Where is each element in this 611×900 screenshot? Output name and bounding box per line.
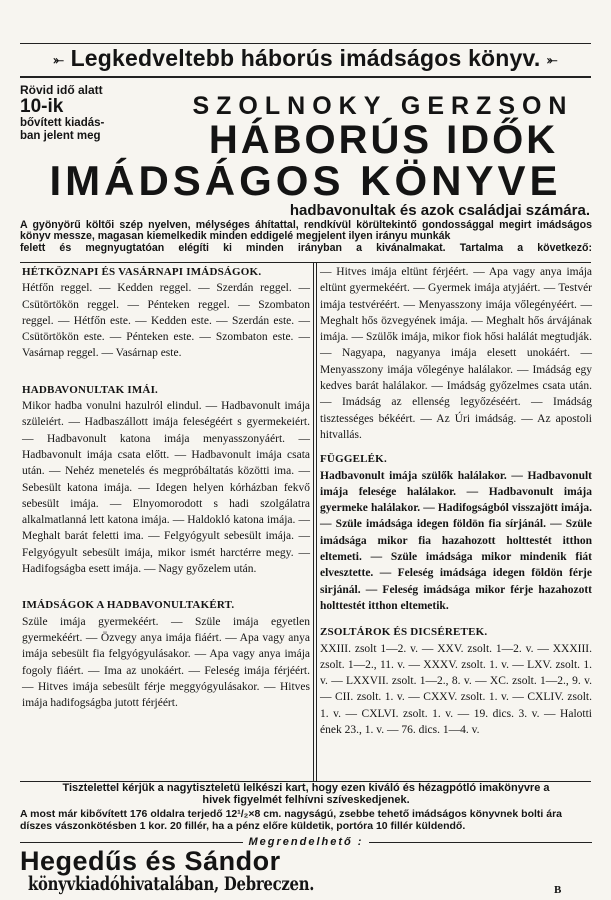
headline xyxy=(20,45,591,72)
section-text-continued: — Hitves imája eltünt férjéért. — Apa vagy anya imája eltünt gyermekéért. — Gyermek imája atyjáért. — Testvér imája testvéréért. — Menyasszony imája vőlegényéért. — Meghalt hős özvegyének imája. — Meghalt hős árvájának imája. — Szülők imája, mikor fiok hősi halálát megtudják. — Nagyapa, nagyanya imája elesett unokáért. — Menyasszony imája vőlegénye halálakor. — Imádság egy kedves barát halálakor. — Imádság győzelmes csata után. — Imádság az ellenség legyőzéséért. — Imádság tisztességes békéért. — Az Úri imádság. — Az apostoli hitvallás. xyxy=(320,266,595,441)
section-title-for-soldiers: IMÁDSÁGOK A HADBAVONULTAKÉRT. xyxy=(22,599,235,612)
author-name: SZOLNOKY GERZSON xyxy=(192,92,574,120)
column-divider-second xyxy=(316,263,317,782)
ornament-right-icon: ⤜ xyxy=(547,51,558,67)
section-text-weekday: Hétfőn reggel. — Kedden reggel. — Szerdán reggel. — Csütörtökön reggel. — Pénteken reggel. — Szombaton reggel. — Hétfőn este. — Kedden este. — Szerdán este. — Csütörtökön este. — Pénteken este. — Szombaton este. — Vasárnap reggel. — Vasárnap este. xyxy=(22,282,313,360)
book-title-line-1: HÁBORÚS IDŐK xyxy=(208,118,559,162)
edition-line-4: ban jelent meg xyxy=(20,129,101,142)
page-mark: B xyxy=(554,884,562,896)
price-notice: A most már kibővített 176 oldalra terjedő 12¹/₂×8 cm. nagyságú, zsebbe tehető imádságos könyvnek bolti ára díszes vászonkötésben 1 kor. 20 fillér, ha a pénz előre küldetik, portóra 10 fillér küldendő. xyxy=(20,808,562,833)
section-text-appendix: Hadbavonult imája szülők halálakor. — Hadbavonult imája felesége halálakor. — Hadbavonult imája gyermeke halálakor. — Hadifogságból visszajött imája. — Szüle imádsága idegen földön fia sírjánál. — Szüle imádsága mikor fia hazahozott holttestét itthon eltemeti. — Szüle imádsága mikor mindenik fiát elvesztette. — Feleség imádsága idegen földön férje sirjánál. — Feleség imádsága mikor férje hazahozott holttestét itthon eltemetik. xyxy=(320,469,595,612)
section-title-weekday: HÉTKÖZNAPI ÉS VASÁRNAPI IMÁDSÁGOK. xyxy=(22,266,262,278)
headline-text: Legkedveltebb háborús imádságos könyv. xyxy=(70,45,541,71)
section-text-psalms: XXIII. zsolt 1—2. v. — XXV. zsolt. 1—2. v. — XXXIII. zsolt. 1—2., 11. v. — XXXV. zsolt. 1. v. — LXV. zsolt. 1. v. — LXXVII. zsolt. 1—2., 8. v. — XC. zsolt. 1—2., 9. v. — CII. zsolt. 1. v. — CXXV. zsolt. 1. v. — CXLIV. zsolt. 1. v. — CXLVI. zsolt. 1. v. — 19. dics. 3. v. — Halotti ének 23., 1. v. — 76. dics. 1—4. v. xyxy=(320,642,595,737)
edition-notice xyxy=(20,84,170,142)
edition-line-3: bővített kiadás- xyxy=(20,117,105,129)
publisher xyxy=(20,848,592,894)
publisher-name: Hegedűs és Sándor xyxy=(20,846,281,876)
left-column xyxy=(22,264,313,711)
edition-number: 10-ik xyxy=(20,96,64,117)
clergy-request-line-1: Tisztelettel kérjük a nagytiszteletü lelkészi kart, hogy ezen kiváló és hézagpótló imakönyvre a xyxy=(62,782,550,794)
intro-last-line: felett és megnyugtatóan elégíti ki minden irányban a kivánalmakat. Tartalma a következő: xyxy=(20,241,592,254)
columns-top-rule xyxy=(20,262,591,263)
publisher-location: könyvkiadóhivatalában, Debreczen. xyxy=(28,873,315,895)
ornament-left-icon: ⤜ xyxy=(53,51,64,67)
clergy-request xyxy=(20,783,592,806)
intro-text: A gyönyörű költői szép nyelven, mélységes áhítattal, rendkívül körültekintő gondossággal megirt imádságos könyv messze, magasan kiemelkedik minden eddigelé megjelent ilyen irányu munkák xyxy=(20,219,592,243)
column-divider xyxy=(313,263,314,782)
section-text-for-soldiers: Szüle imája gyermekéért. — Szüle imája egyetlen gyermekéért. — Özvegy anya imája fiáért. — Apa vagy anya imája sebesült fia felgyógyulásakor. — Apa vagy anya imája fogoly fiáért. — Ima az unokáért. — Feleség imája férjéért. — Hitves imája sebesült férje meggyógyulásakor. — Hitves imája hadifogságba jutott férjéért. xyxy=(22,615,313,710)
order-label: Megrendelhető : xyxy=(243,836,370,848)
section-title-psalms: ZSOLTÁROK ÉS DICSÉRETEK. xyxy=(320,626,488,639)
right-column xyxy=(320,264,595,738)
section-title-appendix: FÜGGELÉK. xyxy=(320,453,387,466)
book-title-line-2: IMÁDSÁGOS KÖNYVE xyxy=(49,157,562,204)
clergy-request-line-2: hivek figyelmét felhívni szíveskedjenek. xyxy=(202,793,410,806)
book-subtitle: hadbavonultak és azok családjai számára. xyxy=(289,202,590,219)
section-title-soldiers: HADBAVONULTAK IMÁI. xyxy=(22,383,159,396)
section-text-soldiers: Mikor hadba vonulni hazulról elindul. — Hadbavonult imája szüleiért. — Hadbaszállott imája feleségéért s gyermekeiért. — Hadbavonult katona imája menyasszonyáért. — Hadbavonult imája csata előtt. — Hadbavonult imája csata után. — Nehéz menetelés és megpróbáltatás közötti ima. — Sebesült katona imája. — Idegen helyen kórházban fekvő sebesült imája. — Elnyomorodott s hadi szolgálatra alkalmatlanná lett katona imája. — Haldokló katona imája. — Meghalt barát feletti ima. — Felgyógyult sebesült imája. — Felgyógyult sebesült imája, mikor ismét harctérre megy. — Hadifogságba esett imája. — Nagy győzelem után. xyxy=(22,400,313,576)
edition-line-1: Rövid idő alatt xyxy=(20,83,103,97)
intro-paragraph xyxy=(20,220,592,254)
top-rule xyxy=(20,43,591,44)
headline-rule xyxy=(20,76,591,78)
